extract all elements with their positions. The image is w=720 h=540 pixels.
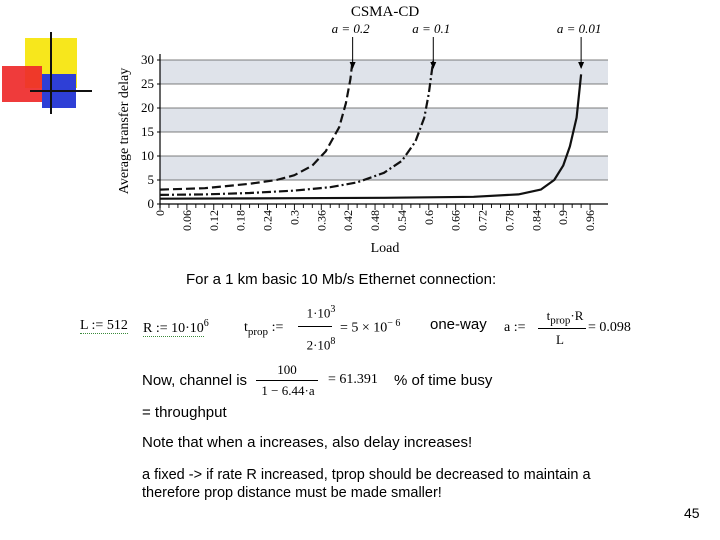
x-tick-label: 0.78 (502, 210, 517, 231)
busy-suffix: % of time busy (394, 372, 493, 389)
tprop-num-exp: 3 (330, 304, 336, 315)
x-tick-label: 0.96 (583, 210, 598, 231)
x-tick-label: 0.06 (179, 210, 194, 231)
tprop-result (340, 318, 400, 337)
x-tick-label: 0.9 (556, 210, 571, 225)
a-lhs: a := (504, 320, 526, 335)
L-expression: L := 512 (80, 318, 128, 333)
busy-prefix: Now, channel is (142, 372, 248, 389)
grid-band (160, 108, 608, 132)
tprop-t: t (244, 320, 248, 335)
a-fraction-bar (538, 328, 586, 329)
series-annotation-label: a = 0.1 (412, 21, 451, 36)
tprop-num-text: 1·10 (306, 305, 331, 321)
y-tick-label: 20 (141, 100, 154, 115)
note-fixed-line-2: therefore prop distance must be made smaller! (142, 485, 442, 501)
y-tick-label: 15 (141, 124, 154, 139)
x-tick-label: 0.24 (260, 210, 275, 231)
x-tick-label: 0.72 (475, 210, 490, 231)
tprop-sub: prop (247, 325, 269, 338)
note-fixed-line-1: a fixed -> if rate R increased, tprop should be decreased to maintain a (142, 467, 591, 483)
x-tick-label: 0.18 (233, 210, 248, 231)
series-annotation-label: a = 0.2 (331, 21, 370, 36)
y-tick-label: 0 (147, 196, 154, 211)
x-tick-label: 0.42 (341, 210, 356, 231)
x-tick-label: 0.84 (529, 210, 544, 231)
R-expression: R := 10·10 (143, 320, 204, 336)
series-annotation-label: a = 0.01 (556, 21, 602, 36)
grid-band (160, 156, 608, 180)
y-tick-label: 10 (141, 148, 154, 163)
a-denominator: L (556, 332, 564, 347)
a-num-rest: ·R (570, 308, 584, 323)
x-tick-label: 0.6 (421, 210, 436, 225)
page-number: 45 (684, 505, 700, 521)
tprop-numerator (296, 304, 346, 321)
throughput-text: = throughput (142, 404, 227, 421)
chart-title: CSMA-CD (350, 4, 420, 20)
a-num-sub: prop (550, 314, 571, 327)
tprop-assign: := (271, 320, 284, 335)
x-tick-label: 0.12 (206, 210, 221, 231)
note-delay-text: Note that when a increases, also delay increases! (142, 434, 473, 451)
tprop-fraction-bar (298, 326, 332, 327)
R-exponent: 6 (203, 318, 209, 329)
x-tick-label: 0.36 (314, 210, 329, 231)
y-tick-label: 5 (147, 172, 154, 187)
L-definition (80, 318, 128, 334)
y-tick-label: 25 (141, 76, 154, 91)
y-axis-label: Average transfer delay (117, 67, 132, 195)
x-tick-label: 0.54 (394, 210, 409, 231)
a-numerator (534, 308, 596, 327)
x-tick-label: 0.66 (448, 210, 463, 231)
x-axis-label: Load (370, 241, 400, 256)
x-tick-label: 0 (153, 210, 167, 216)
grid-band (160, 60, 608, 84)
tprop-den-text: 2·10 (306, 337, 331, 353)
a-result: = 0.098 (588, 320, 631, 335)
tprop-denominator (296, 336, 346, 353)
busy-denominator: 1 − 6.44·a (261, 383, 315, 398)
busy-numerator: 100 (277, 362, 297, 377)
R-definition (143, 318, 209, 337)
tprop-result-exp: − 6 (387, 318, 401, 329)
x-tick-label: 0.3 (287, 210, 302, 225)
tprop-den-exp: 8 (330, 336, 336, 347)
busy-result: = 61.391 (328, 372, 378, 387)
tprop-result-text: = 5 × 10 (340, 320, 388, 336)
heading-text: For a 1 km basic 10 Mb/s Ethernet connection: (186, 271, 497, 288)
one-way-label: one-way (430, 316, 487, 333)
y-tick-label: 30 (141, 52, 154, 67)
tprop-symbol (244, 320, 283, 338)
a-num-t: t (546, 308, 551, 323)
busy-fraction-bar (256, 380, 318, 381)
x-tick-label: 0.48 (368, 210, 383, 231)
